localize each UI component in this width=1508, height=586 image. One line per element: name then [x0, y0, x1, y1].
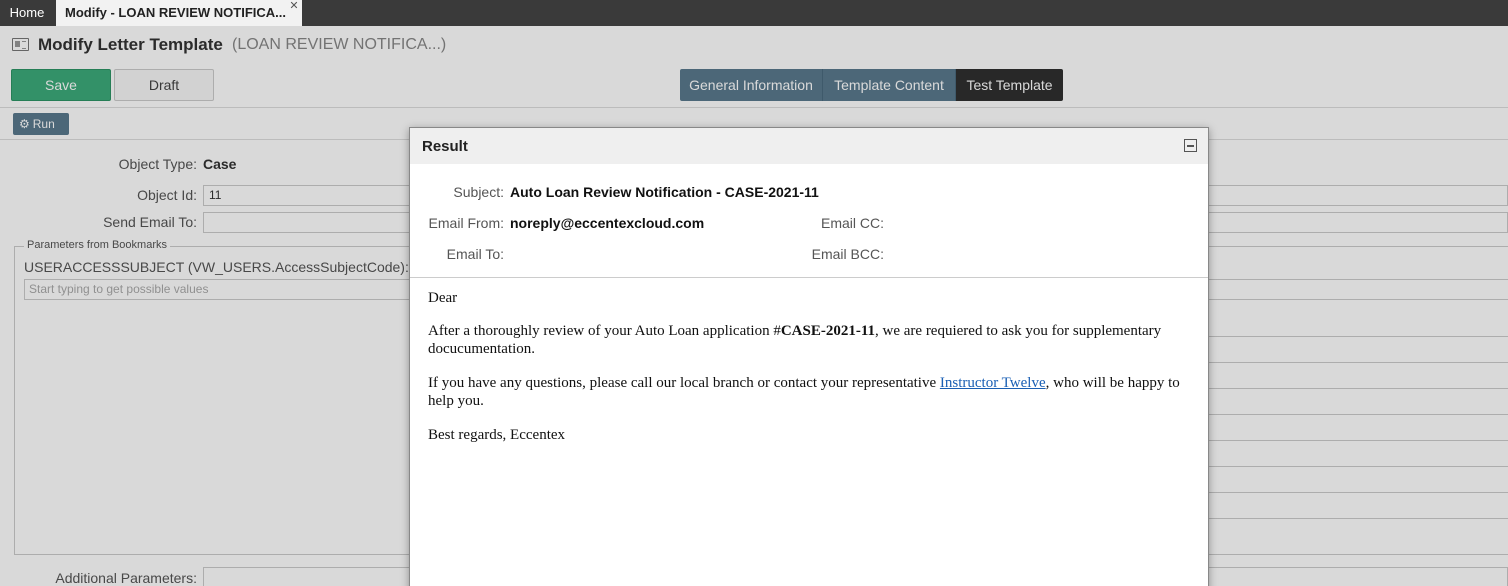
email-bcc-label: Email BCC:	[811, 246, 884, 262]
tab-modify-letter-template[interactable]	[56, 0, 302, 26]
tab-test-template[interactable]: Test Template	[956, 69, 1063, 101]
email-to-label: Email To:	[446, 246, 504, 262]
paragraph-1-text-end: , we are requiered to ask you for supplementary docucumentation.	[428, 323, 1162, 357]
tab-general-information[interactable]: General Information	[680, 69, 823, 101]
minimize-icon[interactable]	[1184, 139, 1197, 152]
bookmarks-legend: Parameters from Bookmarks	[24, 239, 170, 251]
object-type-value: Case	[203, 156, 237, 172]
dialog-header	[410, 128, 1208, 164]
page-subtitle: (LOAN REVIEW NOTIFICA...)	[232, 36, 447, 53]
gear-icon: ⚙	[19, 117, 30, 131]
run-label: Run	[32, 117, 55, 131]
send-email-label: Send Email To:	[103, 214, 197, 230]
object-id-input[interactable]: 11	[203, 185, 1508, 206]
subject-label: Subject:	[453, 184, 504, 200]
additional-params-label: Additional Parameters:	[55, 570, 197, 586]
object-id-label: Object Id:	[137, 187, 197, 203]
email-closing: Best regards, Eccentex	[428, 427, 566, 443]
draft-button[interactable]: Draft	[114, 69, 214, 101]
dialog-title: Result	[422, 138, 468, 155]
paragraph-2-text: If you have any questions, please call our local branch or contact your representative	[428, 375, 940, 391]
param-label: USERACCESSSUBJECT (VW_USERS.AccessSubjectCode):	[24, 259, 409, 275]
case-number: CASE-2021-11	[780, 323, 876, 339]
object-type-label: Object Type:	[118, 156, 197, 172]
page-title: Modify Letter Template	[38, 35, 223, 54]
representative-link[interactable]: Instructor Twelve	[939, 375, 1046, 391]
email-from-value: noreply@eccentexcloud.com	[510, 215, 705, 231]
dialog-divider	[410, 277, 1208, 278]
email-from-label: Email From:	[428, 215, 504, 231]
email-cc-label: Email CC:	[820, 215, 884, 231]
email-paragraph-2	[428, 374, 1196, 410]
top-tab-bar	[0, 0, 1508, 26]
paragraph-2-text-end: , who will be happy to help you.	[428, 375, 1180, 409]
tab-modify-label: Modify - LOAN REVIEW NOTIFICA...	[65, 5, 286, 20]
tab-home[interactable]: Home	[9, 5, 45, 20]
result-dialog	[409, 127, 1209, 586]
save-button[interactable]: Save	[11, 69, 111, 101]
param-input[interactable]: Start typing to get possible values	[24, 279, 1508, 300]
subject-value: Auto Loan Review Notification - CASE-2021-11	[510, 184, 819, 200]
tab-template-content[interactable]: Template Content	[823, 69, 956, 101]
paragraph-1-text: After a thoroughly review of your Auto Loan application #	[428, 323, 781, 339]
close-tab-icon[interactable]: ✕	[289, 0, 299, 12]
email-paragraph-1	[428, 322, 1196, 358]
email-greeting: Dear	[428, 290, 458, 306]
